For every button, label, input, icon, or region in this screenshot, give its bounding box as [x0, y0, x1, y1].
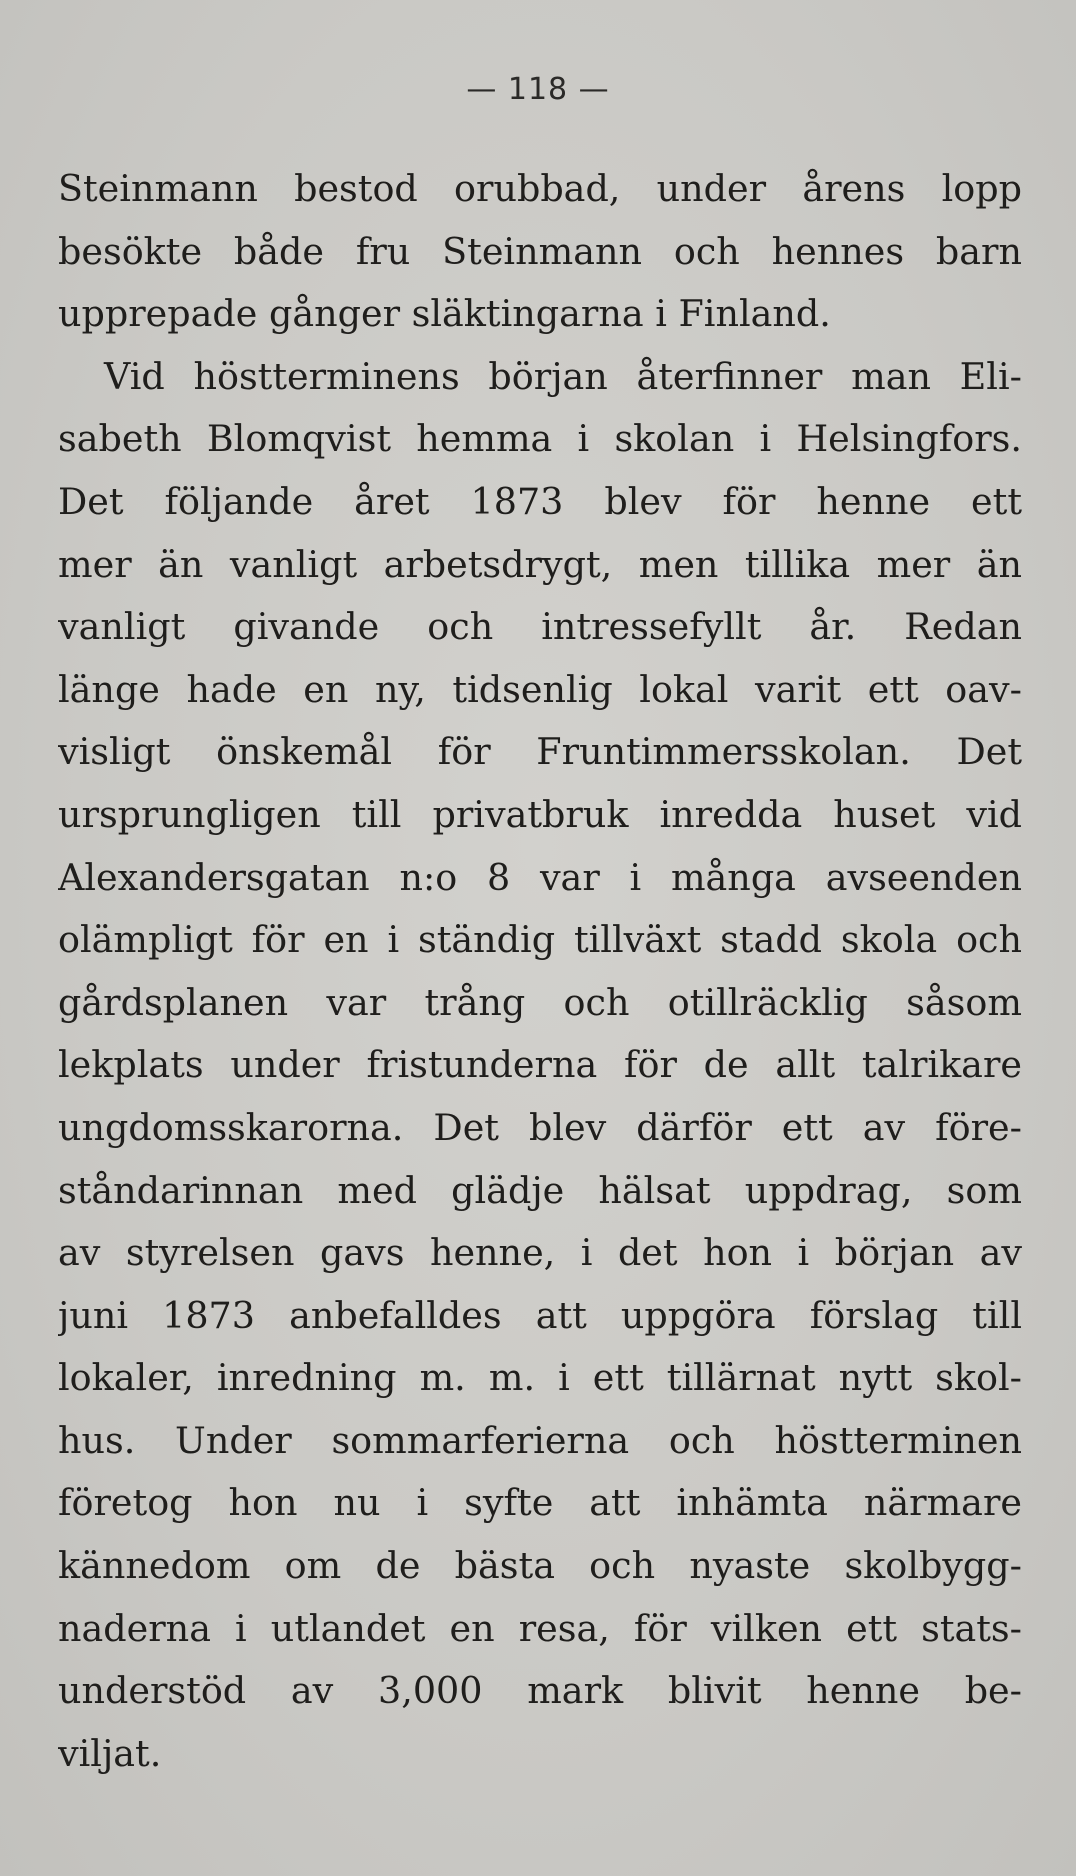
text-line: länge hade en ny, tidsenlig lokal varit ett oav-	[58, 667, 1022, 711]
text-line: viljat.	[58, 1731, 162, 1775]
text-line: lekplats under fristunderna för de allt talrikare	[58, 1043, 1022, 1087]
text-line: ståndarinnan med glädje hälsat uppdrag, som	[58, 1168, 1022, 1212]
text-line: ursprungligen till privatbruk inredda huset vid	[58, 792, 1022, 836]
text-line: företog hon nu i syfte att inhämta närmare	[58, 1481, 1022, 1525]
text-line: upprepade gånger släktingarna i Finland.	[58, 292, 831, 336]
text-line: mer än vanligt arbetsdrygt, men tillika mer än	[58, 542, 1022, 586]
text-line: juni 1873 anbefalldes att uppgöra förslag till	[58, 1293, 1022, 1337]
text-line: ungdomsskarorna. Det blev därför ett av före-	[58, 1105, 1022, 1149]
text-line: olämpligt för en i ständig tillväxt stadd skola och	[58, 918, 1022, 962]
text-line: Det följande året 1873 blev för henne ett	[58, 479, 1022, 523]
text-line: besökte både fru Steinmann och hennes barn	[58, 229, 1022, 273]
text-line: naderna i utlandet en resa, för vilken ett stats-	[58, 1606, 1022, 1650]
text-line: understöd av 3,000 mark blivit henne be-	[58, 1669, 1022, 1713]
body-text	[58, 158, 1022, 1785]
text-line: lokaler, inredning m. m. i ett tillärnat nytt skol-	[58, 1356, 1022, 1400]
text-line: Vid höstterminens början återfinner man Eli-	[104, 354, 1022, 398]
text-line: gårdsplanen var trång och otillräcklig såsom	[58, 980, 1022, 1024]
text-line: vanligt givande och intressefyllt år. Redan	[58, 605, 1022, 649]
text-line: Steinmann bestod orubbad, under årens lopp	[58, 167, 1022, 210]
text-line: Alexandersgatan n:o 8 var i många avseenden	[58, 855, 1022, 899]
text-line: hus. Under sommarferierna och höstterminen	[58, 1418, 1022, 1462]
text-line: sabeth Blomqvist hemma i skolan i Helsingfors.	[58, 417, 1022, 461]
text-line: kännedom om de bästa och nyaste skolbygg-	[58, 1544, 1022, 1588]
text-line: visligt önskemål för Fruntimmersskolan. Det	[58, 730, 1022, 774]
page-number: — 118 —	[466, 72, 610, 107]
text-line: av styrelsen gavs henne, i det hon i början av	[58, 1231, 1022, 1275]
